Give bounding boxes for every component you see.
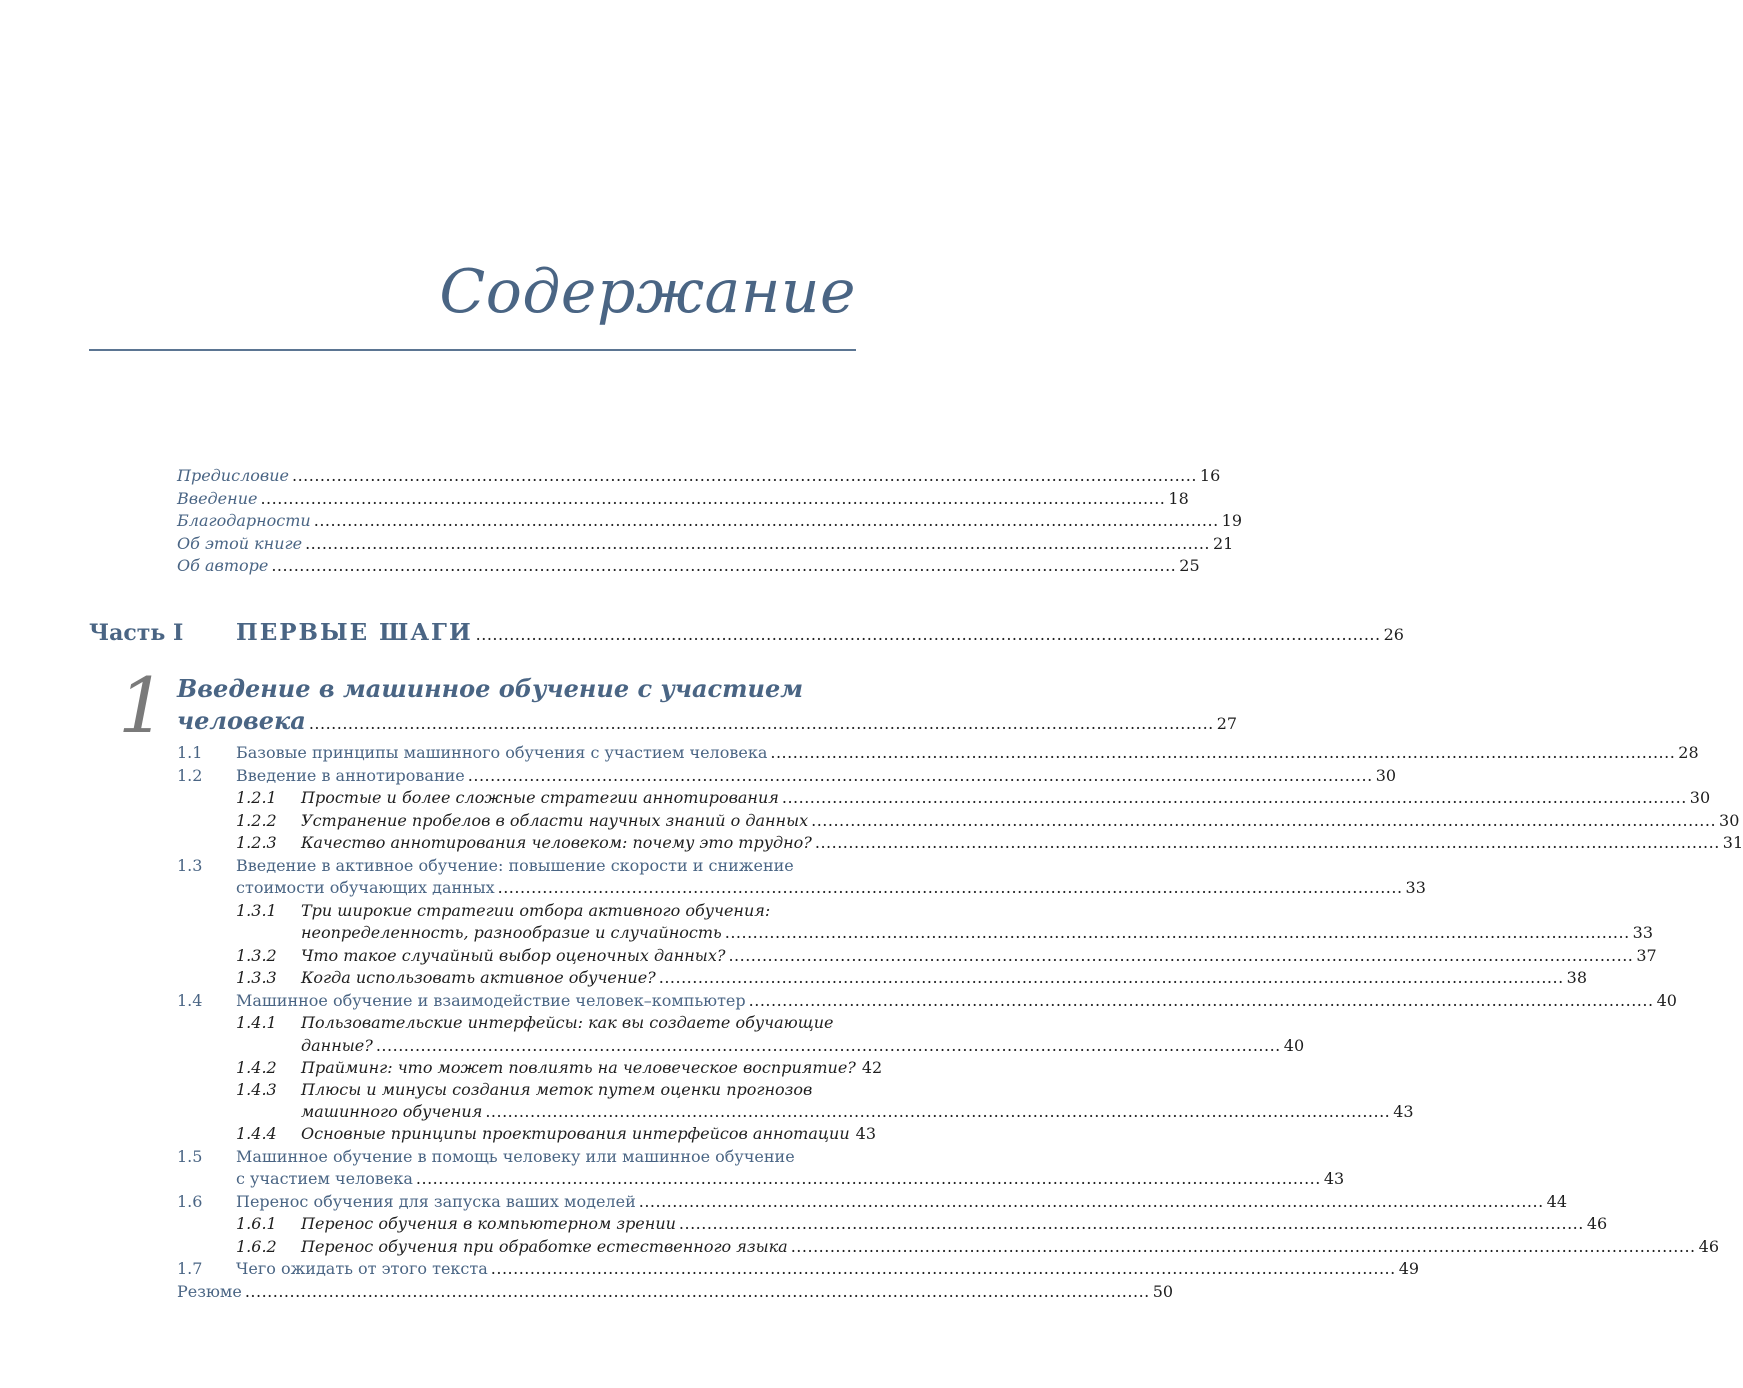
toc-entry-subsection[interactable] (236, 1123, 877, 1145)
part-title: ПЕРВЫЕ ШАГИ (236, 619, 473, 646)
subsection-title: Перенос обучения в компьютерном зрении (301, 1214, 676, 1233)
toc-entry-label: Об этой книге (177, 534, 303, 553)
section-title: Чего ожидать от этого текста (236, 1259, 488, 1278)
leader-dots: .................................................................................................................................................................. (313, 511, 1219, 530)
toc-page-number: 28 (1678, 743, 1699, 762)
toc-entry-subsection[interactable] (236, 1057, 883, 1079)
toc-entry-chapter[interactable] (177, 706, 1238, 739)
toc-entry-subsection[interactable] (236, 1236, 1719, 1258)
subsection-title-line1[interactable]: Плюсы и минусы создания меток путем оценки прогнозов (301, 1080, 813, 1099)
subsection-title-line2: неопределенность, разнообразие и случайность (301, 923, 722, 942)
section-title: Перенос обучения для запуска ваших моделей (236, 1192, 636, 1211)
toc-entry-subsection[interactable] (236, 810, 1740, 832)
toc-entry-label: Предисловие (177, 466, 289, 485)
toc-entry-subsection[interactable] (301, 1101, 1414, 1123)
subsection-title: Основные принципы проектирования интерфейсов аннотации (301, 1124, 850, 1143)
toc-entry-label: Введение (177, 489, 258, 508)
leader-dots: .................................................................................................................................................................. (244, 1282, 1150, 1301)
leader-dots: .................................................................................................................................................................. (811, 811, 1717, 830)
leader-dots: .................................................................................................................................................................. (814, 833, 1720, 852)
toc-page-number: 46 (1586, 1214, 1608, 1233)
subsection-title: Когда использовать активное обучение? (301, 968, 656, 987)
leader-dots: .................................................................................................................................................................. (308, 714, 1214, 733)
leader-dots: .................................................................................................................................................................. (658, 968, 1564, 987)
toc-page-number: 50 (1152, 1282, 1174, 1301)
subsection-title: Перенос обучения при обработке естественного языка (301, 1237, 788, 1256)
leader-dots: .................................................................................................................................................................. (497, 878, 1403, 897)
toc-page-number: 16 (1199, 466, 1221, 485)
subsection-number: 1.4.3 (236, 1080, 277, 1099)
toc-entry-summary[interactable] (177, 1281, 1174, 1303)
toc-page-number: 25 (1179, 556, 1200, 575)
section-title: Введение в аннотирование (236, 766, 465, 785)
toc-entry-section[interactable] (177, 990, 1677, 1012)
toc-page-number: 18 (1168, 489, 1189, 508)
subsection-title-line2: данные? (301, 1036, 373, 1055)
leader-dots: .................................................................................................................................................................. (790, 1237, 1696, 1256)
subsection-number: 1.3.1 (236, 901, 277, 920)
subsection-number: 1.3.3 (236, 968, 277, 987)
leader-dots: .................................................................................................................................................................. (678, 1214, 1584, 1233)
section-title: Базовые принципы машинного обучения с участием человека (236, 743, 768, 762)
leader-dots: .................................................................................................................................................................. (467, 766, 1373, 785)
toc-entry-introduction[interactable] (177, 488, 1189, 510)
toc-page-number: 43 (1393, 1102, 1414, 1121)
part-label: Часть I (89, 620, 184, 646)
section-title-line2: с участием человека (236, 1169, 413, 1188)
toc-entry-part[interactable] (236, 618, 1404, 650)
leader-dots: .................................................................................................................................................................. (770, 743, 1676, 762)
subsection-title-line2: машинного обучения (301, 1102, 483, 1121)
toc-entry-about-author[interactable] (177, 555, 1200, 577)
toc-entry-section[interactable] (177, 1191, 1568, 1213)
subsection-number: 1.4.2 (236, 1058, 277, 1077)
toc-page-number: 26 (1383, 625, 1404, 644)
toc-entry-subsection[interactable] (301, 1035, 1305, 1057)
section-number: 1.5 (177, 1147, 203, 1166)
toc-page-number: 43 (1323, 1169, 1345, 1188)
subsection-number: 1.6.2 (236, 1237, 277, 1256)
title-divider (89, 349, 856, 351)
toc-page-number: 40 (1656, 991, 1677, 1010)
toc-page-number: 43 (855, 1124, 877, 1143)
subsection-title-line1[interactable]: Пользовательские интерфейсы: как вы создаете обучающие (301, 1013, 834, 1032)
toc-page-number: 44 (1546, 1192, 1568, 1211)
toc-page-number: 27 (1216, 714, 1238, 733)
leader-dots: .................................................................................................................................................................. (475, 625, 1381, 644)
toc-entry-label: Благодарности (177, 511, 311, 530)
toc-entry-section[interactable] (177, 1258, 1420, 1280)
section-title-line1[interactable]: Введение в активное обучение: повышение скорости и снижение (236, 856, 794, 875)
chapter-title-line2: человека (177, 706, 306, 735)
toc-entry-section[interactable] (177, 742, 1699, 764)
toc-entry-subsection[interactable] (301, 922, 1654, 944)
toc-entry-label: Об авторе (177, 556, 269, 575)
toc-entry-section[interactable] (177, 765, 1397, 787)
leader-dots: .................................................................................................................................................................. (638, 1192, 1544, 1211)
chapter-title-line1[interactable]: Введение в машинное обучение с участием (177, 674, 804, 703)
subsection-title: Простые и более сложные стратегии аннотирования (301, 788, 779, 807)
leader-dots: .................................................................................................................................................................. (375, 1036, 1281, 1055)
subsection-number: 1.6.1 (236, 1214, 277, 1233)
toc-page-number: 30 (1719, 811, 1740, 830)
chapter-number: 1 (118, 661, 167, 750)
toc-entry-subsection[interactable] (236, 787, 1711, 809)
subsection-title: Что такое случайный выбор оценочных данных? (301, 946, 726, 965)
leader-dots: .................................................................................................................................................................. (728, 946, 1634, 965)
toc-page-number: 33 (1405, 878, 1426, 897)
leader-dots: .................................................................................................................................................................. (260, 489, 1166, 508)
section-title: Машинное обучение и взаимодействие человек–компьютер (236, 991, 746, 1010)
subsection-number: 1.2.1 (236, 788, 277, 807)
subsection-title: Качество аннотирования человеком: почему это трудно? (301, 833, 812, 852)
section-title-line1[interactable]: Машинное обучение в помощь человеку или машинное обучение (236, 1147, 795, 1166)
section-title: Резюме (177, 1282, 242, 1301)
section-number: 1.1 (177, 743, 203, 762)
subsection-number: 1.2.3 (236, 833, 277, 852)
leader-dots: .................................................................................................................................................................. (490, 1259, 1396, 1278)
toc-entry-subsection[interactable] (236, 967, 1588, 989)
leader-dots: .................................................................................................................................................................. (748, 991, 1654, 1010)
toc-page-number: 31 (1722, 833, 1743, 852)
toc-entry-subsection[interactable] (236, 945, 1657, 967)
section-number: 1.3 (177, 856, 203, 875)
toc-entry-subsection[interactable] (236, 1213, 1608, 1235)
leader-dots: .................................................................................................................................................................. (415, 1169, 1321, 1188)
toc-entry-section[interactable] (236, 877, 1426, 899)
toc-page-number: 40 (1283, 1036, 1305, 1055)
toc-entry-about-book[interactable] (177, 533, 1234, 555)
toc-page-number: 49 (1398, 1259, 1420, 1278)
leader-dots: .................................................................................................................................................................. (271, 556, 1177, 575)
subsection-title-line1[interactable]: Три широкие стратегии отбора активного обучения: (301, 901, 771, 920)
section-number: 1.4 (177, 991, 203, 1010)
subsection-number: 1.4.4 (236, 1124, 277, 1143)
subsection-number: 1.3.2 (236, 946, 277, 965)
leader-dots: .................................................................................................................................................................. (305, 534, 1210, 553)
toc-page-number: 21 (1213, 534, 1234, 553)
toc-page-number: 33 (1632, 923, 1654, 942)
leader-dots: .................................................................................................................................................................. (724, 923, 1630, 942)
toc-entry-preface[interactable] (177, 465, 1221, 487)
toc-entry-section[interactable] (236, 1168, 1345, 1190)
leader-dots: .................................................................................................................................................................. (291, 466, 1197, 485)
section-title-line2: стоимости обучающих данных (236, 878, 495, 897)
subsection-number: 1.2.2 (236, 811, 277, 830)
toc-entry-subsection[interactable] (236, 832, 1743, 854)
section-number: 1.2 (177, 766, 203, 785)
subsection-number: 1.4.1 (236, 1013, 277, 1032)
subsection-title: Прайминг: что может повлиять на человеческое восприятие? (301, 1058, 856, 1077)
section-number: 1.6 (177, 1192, 203, 1211)
toc-page-number: 42 (861, 1058, 883, 1077)
toc-page-number: 30 (1689, 788, 1711, 807)
toc-page-number: 38 (1566, 968, 1588, 987)
subsection-title: Устранение пробелов в области научных знаний о данных (301, 811, 809, 830)
leader-dots: .................................................................................................................................................................. (485, 1102, 1391, 1121)
leader-dots: .................................................................................................................................................................. (781, 788, 1687, 807)
toc-page-number: 30 (1375, 766, 1397, 785)
toc-entry-acknowledgements[interactable] (177, 510, 1243, 532)
toc-page-number: 19 (1221, 511, 1243, 530)
toc-page-number: 37 (1636, 946, 1657, 965)
page-title: Содержание (439, 257, 856, 327)
section-number: 1.7 (177, 1259, 203, 1278)
toc-page-number: 46 (1698, 1237, 1719, 1256)
